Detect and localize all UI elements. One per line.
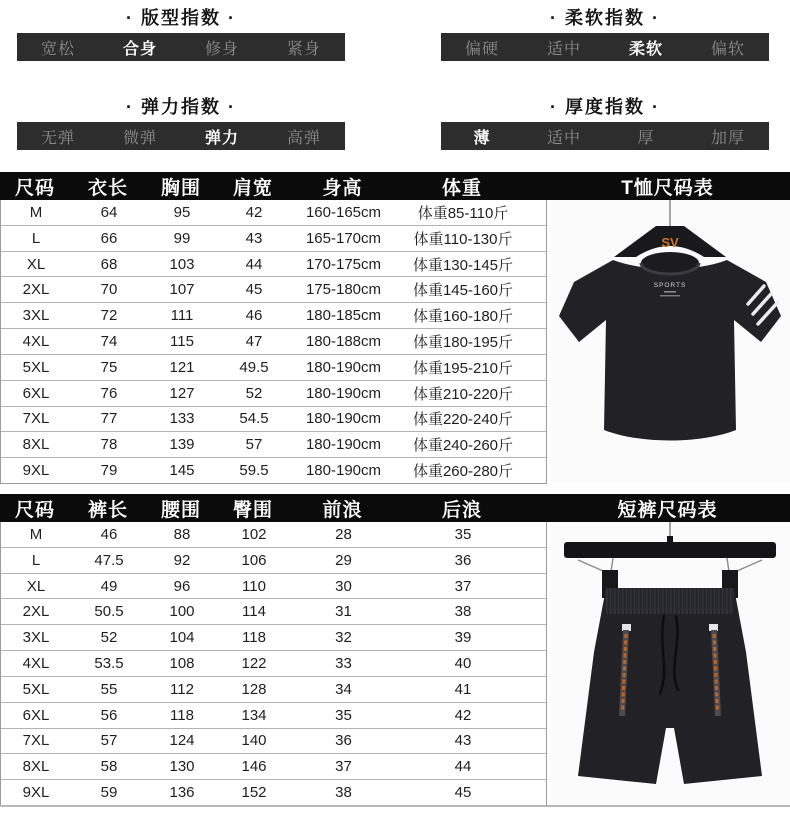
tshirt-column-headers — [0, 173, 545, 200]
table-cell: 77 — [100, 410, 118, 428]
table-cell: 128 — [241, 680, 267, 698]
column-header: 腰围 — [160, 499, 201, 521]
tshirt-size-table — [0, 172, 790, 481]
column-header: 前浪 — [322, 499, 363, 521]
column-header: 臀围 — [232, 499, 273, 521]
table-row — [1, 624, 546, 650]
table-cell: 45 — [245, 281, 263, 299]
hanger-brand-logo: SV — [661, 235, 679, 250]
table-cell: 108 — [169, 654, 195, 672]
table-cell: 57 — [245, 436, 263, 454]
table-cell: 37 — [335, 758, 352, 776]
table-cell: 38 — [454, 603, 472, 621]
table-cell: 46 — [100, 525, 118, 543]
table-cell: 122 — [241, 654, 267, 672]
table-cell: 体重110-130斤 — [413, 230, 513, 248]
table-cell: 41 — [454, 680, 472, 698]
table-cell: 64 — [100, 203, 118, 221]
index-option: 加厚 — [710, 129, 745, 147]
table-cell: 58 — [100, 758, 118, 776]
table-cell: 127 — [169, 384, 195, 402]
index-option: 无弹 — [40, 129, 75, 147]
table-cell: 118 — [170, 706, 194, 724]
table-cell: 47 — [245, 332, 263, 350]
table-cell: 49 — [100, 577, 118, 595]
table-cell: 70 — [100, 281, 118, 299]
table-cell: 133 — [169, 410, 195, 428]
table-cell: 7XL — [22, 732, 50, 750]
table-cell: 53.5 — [94, 654, 124, 672]
table-row — [1, 573, 546, 599]
index-option: 高弹 — [286, 129, 321, 147]
shorts-table-header-bar — [0, 494, 790, 522]
table-cell: 2XL — [22, 603, 50, 621]
index-option: 适中 — [546, 40, 581, 58]
table-cell: 121 — [169, 358, 195, 376]
shorts-illustration — [550, 522, 790, 805]
table-cell: 体重130-145斤 — [412, 256, 514, 274]
table-cell: 136 — [169, 784, 195, 802]
table-cell: 35 — [454, 525, 472, 543]
table-cell: 体重145-160斤 — [412, 282, 514, 300]
table-cell: 170-175cm — [305, 255, 382, 273]
column-header: 体重 — [441, 177, 482, 199]
table-cell: 3XL — [22, 307, 50, 325]
column-header: 肩宽 — [232, 177, 273, 199]
column-header: 衣长 — [87, 177, 128, 199]
index-fit-options-bar — [17, 33, 345, 61]
table-cell: 4XL — [22, 332, 50, 350]
table-cell: 34 — [335, 680, 352, 698]
table-cell: 42 — [454, 706, 472, 724]
table-cell: 165-170cm — [305, 229, 382, 247]
table-cell: 152 — [241, 784, 267, 802]
table-cell: 180-190cm — [305, 436, 382, 454]
column-header: 后浪 — [441, 499, 482, 521]
table-cell: 103 — [169, 255, 195, 273]
table-row — [1, 200, 546, 225]
table-cell: L — [31, 229, 41, 247]
care-label-line — [664, 291, 676, 293]
table-cell: 180-190cm — [305, 462, 382, 480]
index-thickness-options-bar — [441, 122, 769, 150]
table-cell: 102 — [241, 525, 267, 543]
table-cell: 体重180-195斤 — [412, 333, 514, 351]
tshirt-illustration — [550, 200, 790, 483]
table-cell: 9XL — [22, 784, 50, 802]
index-fit-title: · 版型指数 · — [126, 7, 236, 28]
table-row — [1, 779, 546, 805]
tshirt-table-body — [0, 200, 547, 484]
table-cell: 180-190cm — [305, 358, 382, 376]
table-cell: 115 — [170, 332, 194, 350]
table-cell: 8XL — [22, 758, 50, 776]
table-cell: 35 — [335, 706, 352, 724]
table-cell: L — [31, 551, 41, 569]
table-cell: 95 — [173, 203, 191, 221]
table-row — [1, 547, 546, 573]
table-cell: 104 — [169, 629, 195, 647]
table-cell: 118 — [242, 629, 266, 647]
table-row — [1, 522, 546, 547]
table-cell: 36 — [454, 551, 472, 569]
table-cell: 180-190cm — [305, 410, 382, 428]
table-cell: 175-180cm — [305, 281, 382, 299]
column-header: 尺码 — [14, 499, 55, 521]
table-cell: 体重210-220斤 — [412, 385, 514, 403]
table-cell: 180-185cm — [305, 307, 382, 325]
table-cell: 6XL — [22, 384, 50, 402]
table-cell: 99 — [173, 229, 191, 247]
table-cell: 36 — [335, 732, 352, 750]
table-cell: 180-188cm — [305, 332, 382, 350]
table-cell: 52 — [100, 629, 118, 647]
table-cell: 43 — [245, 229, 263, 247]
table-cell: 92 — [173, 551, 191, 569]
table-cell: 76 — [100, 384, 118, 402]
table-cell: 50.5 — [94, 603, 124, 621]
index-softness — [441, 0, 769, 61]
table-cell: 59 — [100, 784, 118, 802]
table-cell: 30 — [335, 577, 352, 595]
index-elasticity-title: · 弹力指数 · — [126, 96, 236, 117]
column-header: 胸围 — [160, 177, 201, 199]
table-cell: 56 — [100, 706, 118, 724]
table-row — [1, 251, 546, 277]
table-cell: 5XL — [22, 680, 50, 698]
table-cell: 44 — [454, 758, 472, 776]
table-cell: 3XL — [22, 629, 50, 647]
table-cell: 33 — [335, 654, 352, 672]
table-cell: 体重195-210斤 — [412, 359, 514, 377]
table-cell: 140 — [241, 732, 267, 750]
index-thickness-title: · 厚度指数 · — [550, 96, 660, 117]
table-cell: 107 — [169, 281, 195, 299]
table-cell: 体重240-260斤 — [412, 437, 514, 455]
table-cell: XL — [26, 255, 46, 273]
table-cell: 79 — [100, 462, 118, 480]
table-cell: 180-190cm — [305, 384, 382, 402]
table-row — [1, 676, 546, 702]
index-option-selected: 柔软 — [628, 40, 663, 58]
table-cell: 39 — [454, 629, 472, 647]
table-cell: 57 — [100, 732, 118, 750]
index-option-selected: 合身 — [122, 40, 157, 58]
table-row — [1, 225, 546, 251]
index-option: 修身 — [204, 40, 239, 58]
table-cell: 45 — [454, 784, 472, 802]
table-cell: 139 — [169, 436, 195, 454]
index-option: 宽松 — [40, 40, 75, 58]
table-cell: 体重160-180斤 — [412, 308, 514, 326]
table-cell: 74 — [100, 332, 118, 350]
index-elasticity-options-bar — [17, 122, 345, 150]
table-cell: 32 — [335, 629, 352, 647]
table-row — [1, 650, 546, 676]
table-cell: 68 — [100, 255, 118, 273]
table-cell: 29 — [335, 551, 352, 569]
table-cell: 体重220-240斤 — [412, 411, 514, 429]
table-cell: 6XL — [22, 706, 50, 724]
table-cell: 40 — [454, 654, 472, 672]
table-cell: 96 — [173, 577, 191, 595]
table-cell: 2XL — [22, 281, 50, 299]
column-header: 身高 — [322, 177, 363, 199]
table-cell: 75 — [100, 358, 118, 376]
table-cell: 46 — [245, 307, 263, 325]
table-cell: 体重85-110斤 — [417, 204, 509, 222]
tshirt-photo-label: T恤尺码表 — [621, 177, 714, 199]
table-cell: 49.5 — [239, 358, 269, 376]
shorts-size-table — [0, 494, 790, 802]
table-cell: 55 — [100, 680, 118, 698]
care-label-line — [660, 295, 680, 296]
table-cell: 47.5 — [94, 551, 124, 569]
table-row — [1, 728, 546, 754]
table-cell: 145 — [169, 462, 195, 480]
table-cell: 52 — [245, 384, 263, 402]
index-option-selected: 薄 — [473, 129, 491, 147]
table-cell: 110 — [242, 577, 266, 595]
tshirt-photo — [550, 200, 790, 483]
shorts-photo — [550, 522, 790, 805]
table-cell: 134 — [241, 706, 267, 724]
table-cell: 42 — [245, 203, 263, 221]
index-fit — [17, 0, 345, 61]
table-cell: XL — [26, 577, 46, 595]
column-header: 裤长 — [87, 499, 128, 521]
table-cell: 7XL — [22, 410, 50, 428]
table-cell: 112 — [170, 680, 194, 698]
bottom-divider — [0, 805, 790, 807]
table-cell: 111 — [170, 307, 194, 325]
index-option: 适中 — [546, 129, 581, 147]
column-header: 尺码 — [14, 177, 55, 199]
index-softness-options-bar — [441, 33, 769, 61]
table-cell: 72 — [100, 307, 118, 325]
shirt-print-text: SPORTS — [653, 282, 687, 289]
table-cell: 88 — [173, 525, 191, 543]
table-cell: 160-165cm — [305, 203, 382, 221]
table-cell: 体重260-280斤 — [412, 463, 514, 481]
table-row — [1, 276, 546, 302]
shorts-table-body — [0, 522, 547, 806]
table-row — [1, 753, 546, 779]
table-row — [1, 406, 546, 432]
index-option: 厚 — [637, 129, 655, 147]
index-option: 微弹 — [122, 129, 157, 147]
table-row — [1, 457, 546, 483]
table-cell: 9XL — [22, 462, 50, 480]
table-cell: M — [29, 203, 43, 221]
table-row — [1, 380, 546, 406]
table-cell: 106 — [241, 551, 267, 569]
table-cell: 100 — [169, 603, 195, 621]
table-cell: 5XL — [22, 358, 50, 376]
table-cell: 38 — [335, 784, 352, 802]
table-row — [1, 702, 546, 728]
table-cell: 44 — [245, 255, 263, 273]
table-cell: 124 — [169, 732, 195, 750]
table-row — [1, 328, 546, 354]
table-row — [1, 302, 546, 328]
index-option: 紧身 — [286, 40, 321, 58]
table-row — [1, 431, 546, 457]
table-cell: 31 — [335, 603, 352, 621]
waistband — [606, 588, 734, 614]
table-cell: 37 — [454, 577, 472, 595]
table-cell: M — [29, 525, 43, 543]
shorts-column-headers — [0, 495, 545, 522]
table-cell: 66 — [100, 229, 118, 247]
table-cell: 130 — [169, 758, 195, 776]
tshirt-table-header-bar — [0, 172, 790, 200]
index-softness-title: · 柔软指数 · — [550, 7, 660, 28]
index-option: 偏软 — [710, 40, 745, 58]
table-cell: 114 — [242, 603, 266, 621]
shorts-photo-label: 短裤尺码表 — [617, 499, 718, 521]
table-cell: 4XL — [22, 654, 50, 672]
index-thickness — [441, 89, 769, 150]
table-cell: 146 — [241, 758, 267, 776]
index-option: 偏硬 — [464, 40, 499, 58]
table-cell: 59.5 — [239, 462, 269, 480]
table-row — [1, 354, 546, 380]
table-row — [1, 598, 546, 624]
index-elasticity — [17, 89, 345, 150]
table-cell: 54.5 — [239, 410, 269, 428]
index-option-selected: 弹力 — [204, 129, 239, 147]
table-cell: 8XL — [22, 436, 50, 454]
table-cell: 43 — [454, 732, 472, 750]
table-cell: 28 — [335, 525, 352, 543]
table-cell: 78 — [100, 436, 118, 454]
